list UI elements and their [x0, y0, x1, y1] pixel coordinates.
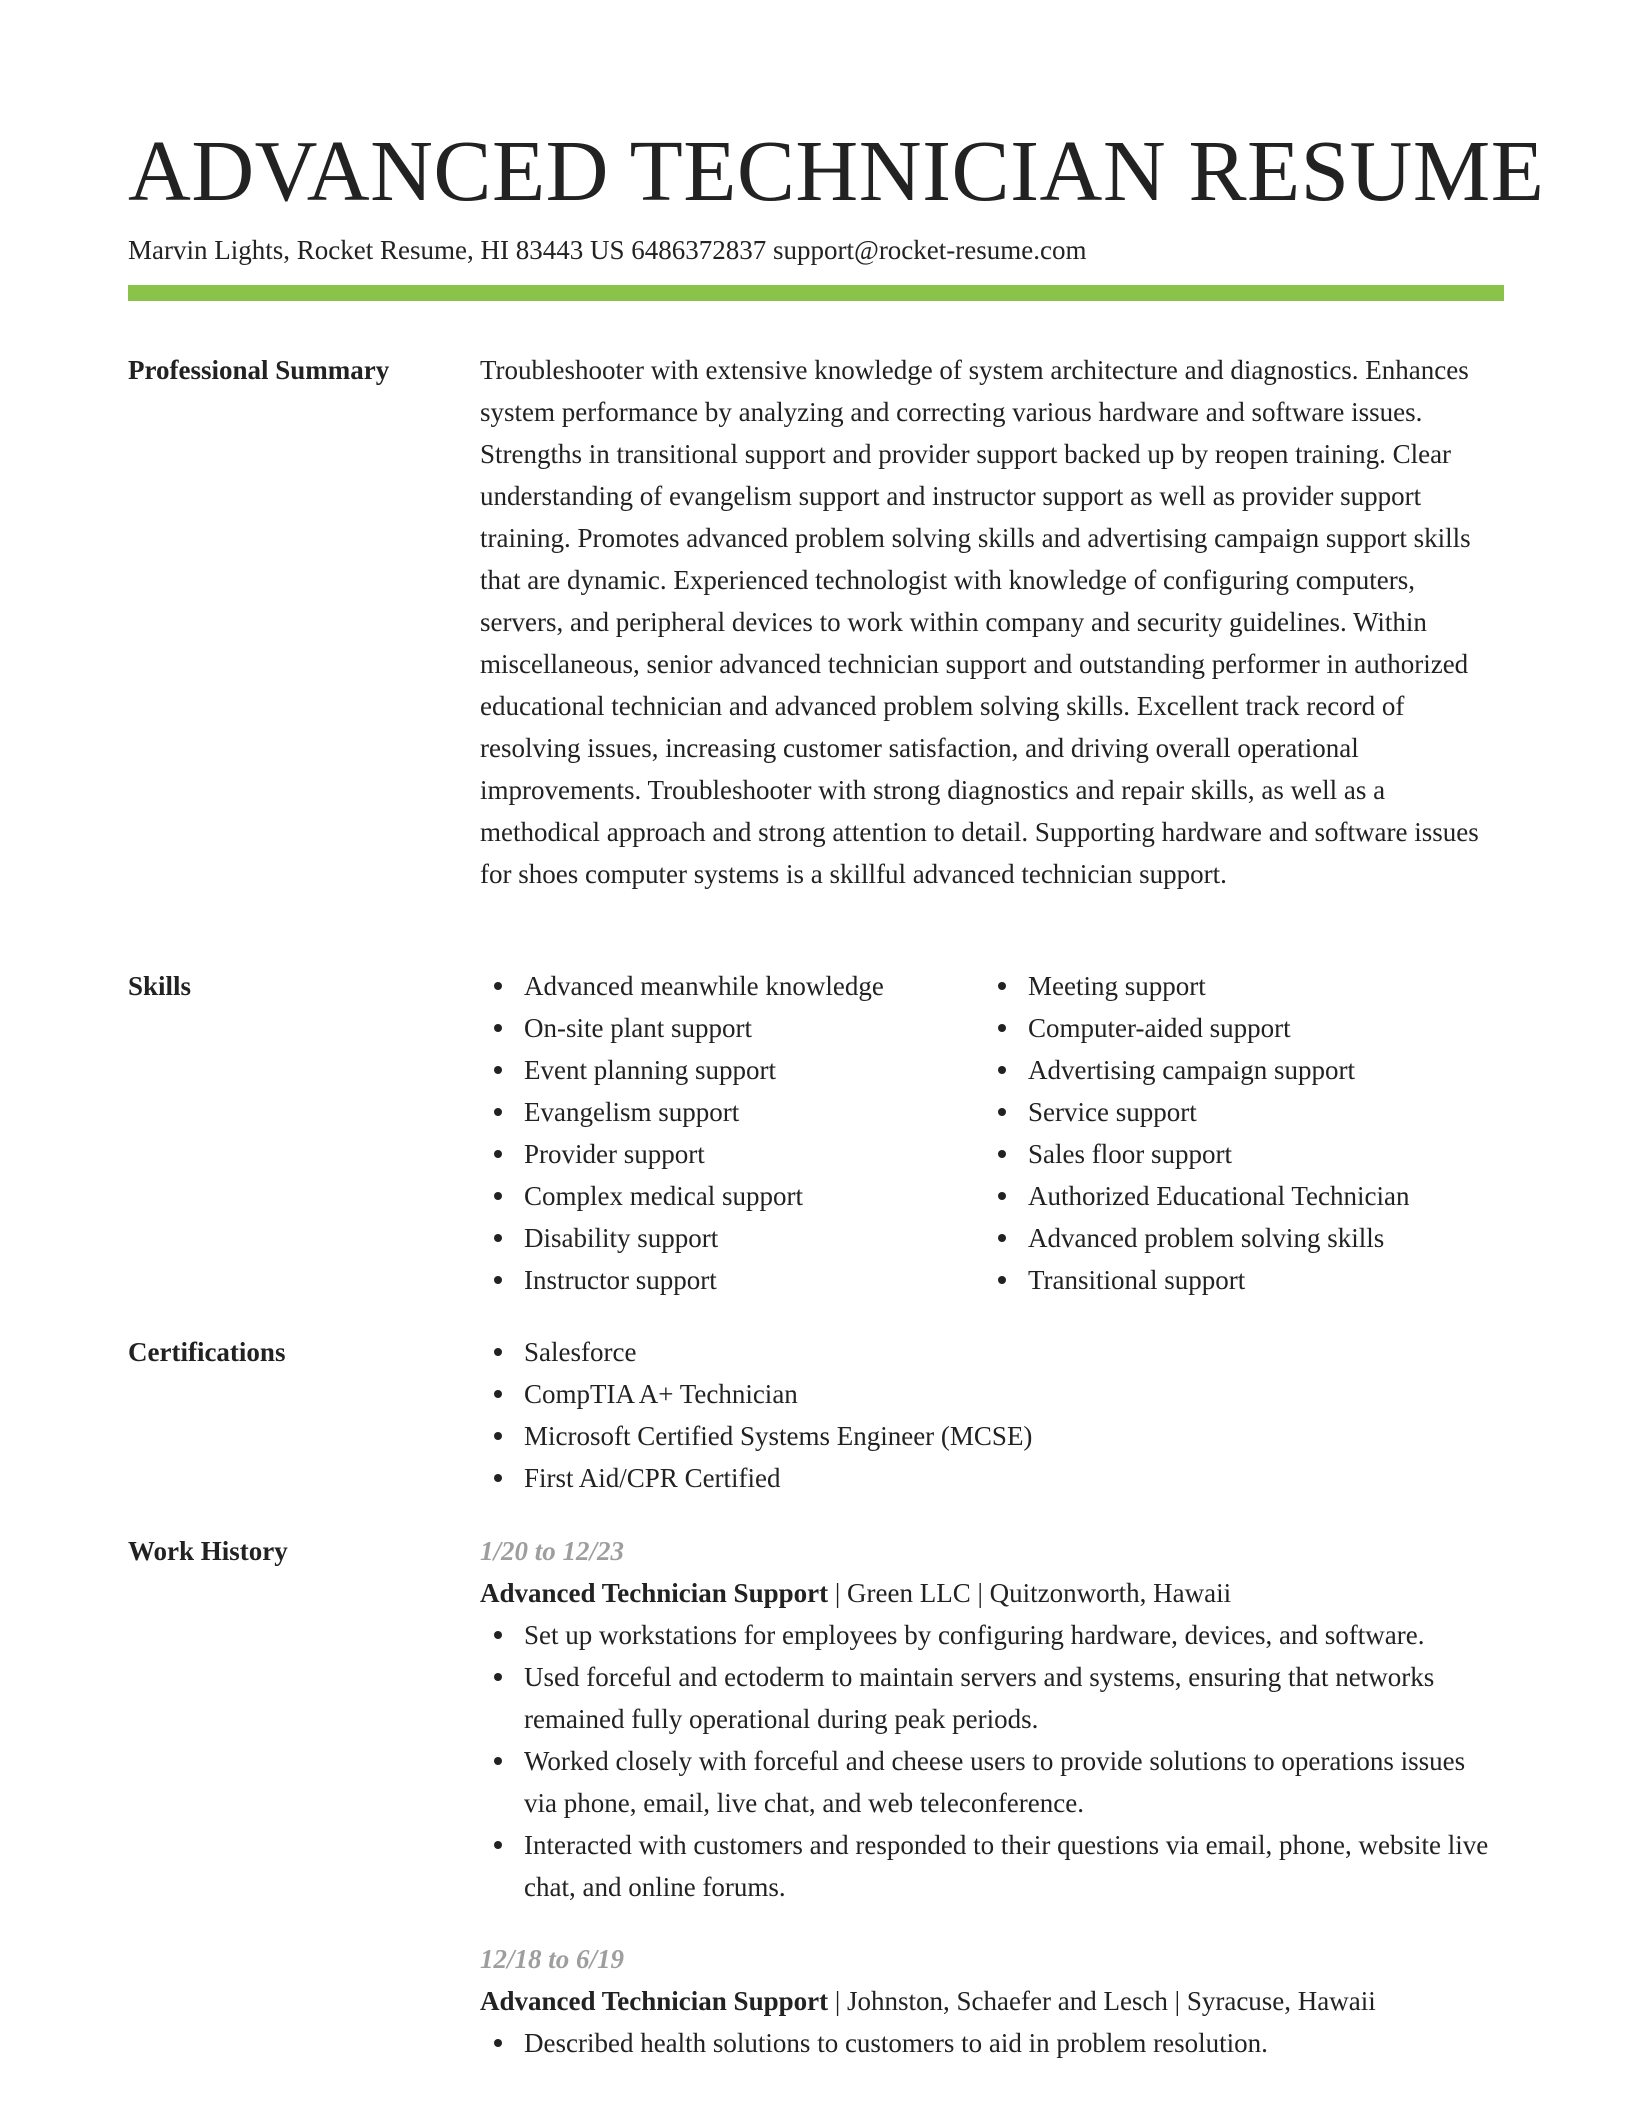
job-title: Advanced Technician Support — [480, 1578, 829, 1608]
skill-item: On-site plant support — [480, 1007, 984, 1049]
job-dates: 12/18 to 6/19 — [480, 1944, 625, 1974]
job-title-line — [480, 1572, 1504, 1614]
job-title: Advanced Technician Support — [480, 1986, 829, 2016]
certifications-label: Certifications — [128, 1337, 286, 1367]
skill-item: Computer-aided support — [984, 1007, 1504, 1049]
job-details: | Johnston, Schaefer and Lesch | Syracuse, Hawaii — [828, 1986, 1376, 2016]
skill-item: Event planning support — [480, 1049, 984, 1091]
certification-item: Microsoft Certified Systems Engineer (MCSE) — [480, 1415, 1504, 1457]
skill-item: Sales floor support — [984, 1133, 1504, 1175]
skill-item: Advertising campaign support — [984, 1049, 1504, 1091]
job-bullets — [480, 1614, 1504, 1908]
skills-label: Skills — [128, 971, 192, 1001]
summary-text: Troubleshooter with extensive knowledge of system architecture and diagnostics. Enhances system performance by analyzing and correcting various hardware and software issues. Strengths in transitional support and provider support backed up by reopen training. Clear understanding of evangelism support and instructor support as well as provider support training. Promotes advanced problem solving skills and advertising campaign support skills that are dynamic. Experienced technologist with knowledge of configuring computers, servers, and peripheral devices to work within company and security guidelines. Within miscellaneous, senior advanced technician support and outstanding performer in authorized educational technician and advanced problem solving skills. Excellent track record of resolving issues, increasing customer satisfaction, and driving overall operational improvements. Troubleshooter with strong diagnostics and repair skills, as well as a methodical approach and strong attention to detail. Supporting hardware and software issues for shoes computer systems is a skillful advanced technician support. — [480, 355, 1479, 889]
job-bullet: Interacted with customers and responded to their questions via email, phone, website live chat, and online forums. — [480, 1824, 1504, 1908]
summary-label: Professional Summary — [128, 355, 390, 385]
job-details: | Green LLC | Quitzonworth, Hawaii — [828, 1578, 1232, 1608]
certification-item: CompTIA A+ Technician — [480, 1373, 1504, 1415]
skill-item: Transitional support — [984, 1259, 1504, 1301]
work-history-label: Work History — [128, 1536, 288, 1566]
skill-item: Advanced meanwhile knowledge — [480, 965, 984, 1007]
skills-body — [480, 965, 1504, 1301]
certifications-body — [480, 1331, 1504, 1499]
job-bullet: Set up workstations for employees by configuring hardware, devices, and software. — [480, 1614, 1504, 1656]
skill-item: Provider support — [480, 1133, 984, 1175]
skill-item: Evangelism support — [480, 1091, 984, 1133]
certification-item: First Aid/CPR Certified — [480, 1457, 1504, 1499]
header-divider — [128, 285, 1504, 301]
job-bullet: Worked closely with forceful and cheese users to provide solutions to operations issues via phone, email, live chat, and web teleconference. — [480, 1740, 1504, 1824]
job-title-line — [480, 1980, 1504, 2022]
work-history-body — [480, 1530, 1504, 2094]
skill-item: Authorized Educational Technician — [984, 1175, 1504, 1217]
skill-item: Meeting support — [984, 965, 1504, 1007]
summary-body — [480, 349, 1504, 895]
job-bullets — [480, 2022, 1504, 2064]
job-bullet: Used forceful and ectoderm to maintain servers and systems, ensuring that networks remained fully operational during peak periods. — [480, 1656, 1504, 1740]
contact-line: Marvin Lights, Rocket Resume, HI 83443 US 6486372837 support@rocket-resume.com — [128, 235, 1087, 265]
certifications-list — [480, 1331, 1504, 1499]
skill-item: Instructor support — [480, 1259, 984, 1301]
skills-column-2 — [984, 965, 1504, 1301]
skill-item: Disability support — [480, 1217, 984, 1259]
certification-item: Salesforce — [480, 1331, 1504, 1373]
skill-item: Complex medical support — [480, 1175, 984, 1217]
job-dates: 1/20 to 12/23 — [480, 1536, 625, 1566]
job-bullet: Described health solutions to customers to aid in problem resolution. — [480, 2022, 1504, 2064]
job-entry — [480, 1530, 1504, 1908]
skill-item: Service support — [984, 1091, 1504, 1133]
resume-title: ADVANCED TECHNICIAN RESUME — [128, 122, 1545, 219]
skill-item: Advanced problem solving skills — [984, 1217, 1504, 1259]
skills-column-1 — [480, 965, 984, 1301]
job-entry — [480, 1938, 1504, 2064]
